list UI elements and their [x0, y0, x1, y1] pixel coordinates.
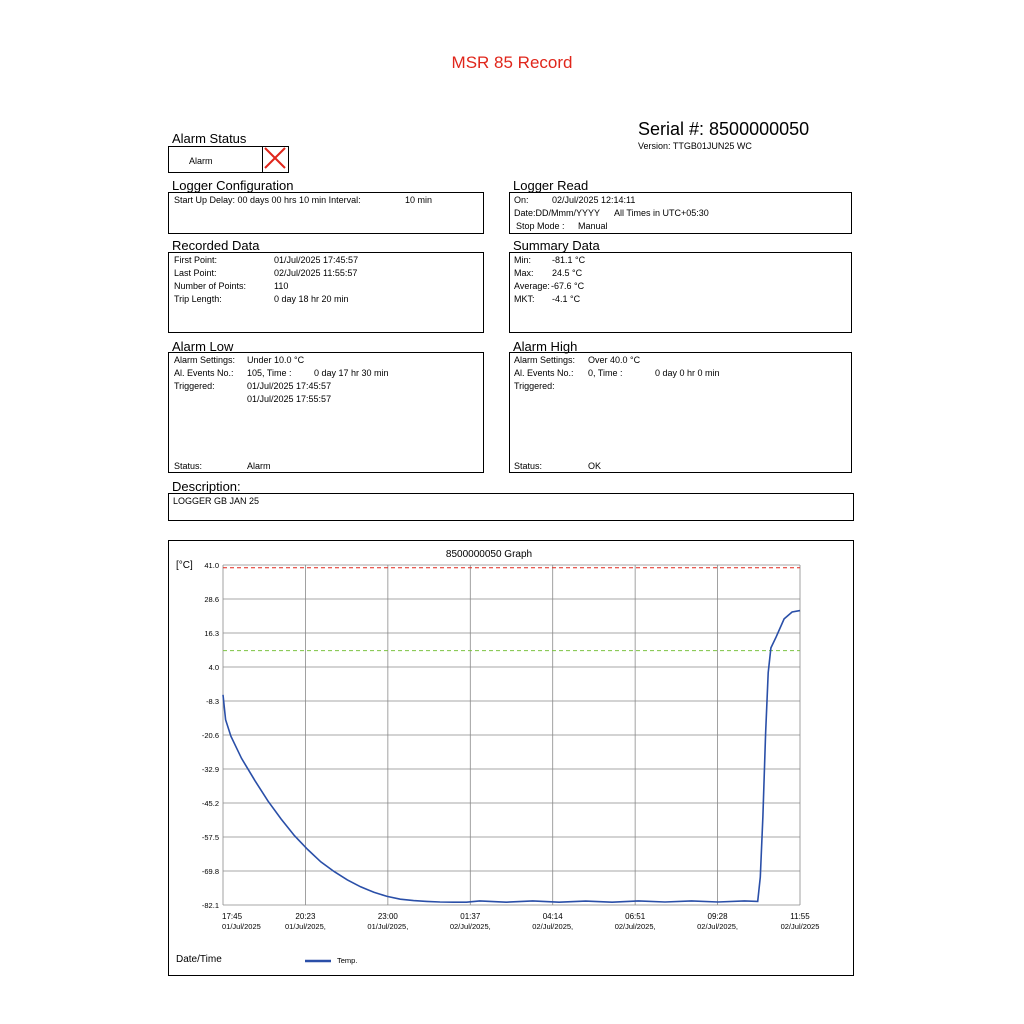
x-tick-time: 17:45	[222, 912, 243, 921]
low-events-label: Al. Events No.:	[174, 368, 234, 378]
y-axis-label: [°C]	[176, 560, 193, 571]
y-tick-label: -8.3	[206, 697, 219, 706]
read-on-value: 02/Jul/2025 12:14:11	[552, 195, 636, 205]
version-label: Version: TTGB01JUN25 WC	[638, 141, 752, 151]
read-date-format: Date:DD/Mmm/YYYY	[514, 208, 601, 218]
x-tick-time: 20:23	[295, 912, 316, 921]
high-events-value: 0, Time :	[588, 368, 623, 378]
summary-value: -4.1 °C	[552, 294, 581, 304]
x-tick-date: 02/Jul/2025,	[532, 922, 574, 931]
red-x-svg	[263, 146, 287, 170]
logger-read-heading: Logger Read	[513, 178, 589, 193]
low-settings-value: Under 10.0 °C	[247, 355, 305, 365]
read-times: All Times in UTC+05:30	[614, 208, 709, 218]
high-status-value: OK	[588, 461, 602, 471]
logger-config-box	[168, 192, 484, 234]
chart-labels	[176, 549, 819, 965]
recorded-label: Last Point:	[174, 268, 217, 278]
y-tick-label: -20.6	[201, 731, 219, 740]
low-triggered-1: 01/Jul/2025 17:45:57	[247, 381, 332, 391]
read-on-label: On:	[514, 195, 529, 205]
recorded-value: 02/Jul/2025 11:55:57	[274, 268, 358, 278]
logger-config-heading: Logger Configuration	[172, 178, 294, 193]
x-tick-date: 02/Jul/2025,	[449, 922, 491, 931]
summary-label: Max:	[514, 268, 534, 278]
high-settings-value: Over 40.0 °C	[588, 355, 641, 365]
summary-data-box	[509, 252, 852, 333]
low-triggered-label: Triggered:	[174, 381, 215, 391]
y-tick-label: -32.9	[201, 765, 219, 774]
x-tick-time: 01:37	[460, 912, 481, 921]
y-tick-label: 4.0	[208, 663, 219, 672]
low-time-value: 0 day 17 hr 30 min	[314, 368, 389, 378]
alarm-low-box	[168, 352, 484, 473]
low-status-value: Alarm	[247, 461, 271, 471]
summary-value: 24.5 °C	[552, 268, 583, 278]
high-time-value: 0 day 0 hr 0 min	[655, 368, 720, 378]
low-status-label: Status:	[174, 461, 203, 471]
recorded-value: 0 day 18 hr 20 min	[274, 294, 349, 304]
series-line-temp	[223, 611, 800, 903]
summary-label: Average:	[514, 281, 550, 291]
x-tick-date: 02/Jul/2025	[780, 922, 820, 931]
read-stop-value: Manual	[578, 221, 608, 231]
config-line: Start Up Delay: 00 days 00 hrs 10 min Interval:	[174, 195, 361, 205]
recorded-data-heading: Recorded Data	[172, 238, 260, 253]
high-triggered-label: Triggered:	[514, 381, 555, 391]
low-events-value: 105, Time :	[247, 368, 292, 378]
chart-thresholds	[223, 568, 800, 651]
summary-label: MKT:	[514, 294, 535, 304]
x-tick-date: 01/Jul/2025,	[284, 922, 326, 931]
y-tick-label: -45.2	[201, 799, 219, 808]
alarm-status-label: Alarm	[189, 156, 213, 166]
low-triggered-2: 01/Jul/2025 17:55:57	[247, 394, 332, 404]
alarm-high-box	[509, 352, 852, 473]
high-events-label: Al. Events No.:	[514, 368, 574, 378]
config-interval: 10 min	[405, 195, 433, 205]
recorded-value: 110	[274, 281, 289, 291]
description-box	[168, 493, 854, 521]
recorded-label: Trip Length:	[174, 294, 222, 304]
page-title: MSR 85 Record	[451, 53, 573, 72]
x-tick-date: 02/Jul/2025,	[614, 922, 656, 931]
chart-series	[223, 611, 800, 903]
x-axis-label: Date/Time	[176, 954, 222, 965]
high-settings-label: Alarm Settings:	[514, 355, 576, 365]
y-tick-label: -82.1	[201, 901, 219, 910]
low-settings-label: Alarm Settings:	[174, 355, 236, 365]
high-status-label: Status:	[514, 461, 543, 471]
chart-grid	[223, 565, 800, 905]
recorded-data-box	[168, 252, 484, 333]
summary-label: Min:	[514, 255, 532, 265]
recorded-label: First Point:	[174, 255, 218, 265]
x-tick-date: 02/Jul/2025,	[697, 922, 739, 931]
description-heading: Description:	[172, 479, 241, 494]
alarm-status-box	[168, 146, 289, 173]
x-tick-time: 23:00	[377, 912, 398, 921]
red-x-icon	[262, 146, 288, 172]
summary-data-heading: Summary Data	[513, 238, 600, 253]
temperature-chart	[169, 541, 852, 974]
x-tick-time: 04:14	[542, 912, 563, 921]
description-value: LOGGER GB JAN 25	[173, 496, 260, 506]
summary-value: -67.6 °C	[551, 281, 585, 291]
read-stop-label: Stop Mode :	[516, 221, 565, 231]
x-tick-time: 11:55	[790, 912, 810, 921]
recorded-value: 01/Jul/2025 17:45:57	[274, 255, 359, 265]
alarm-high-heading: Alarm High	[513, 339, 578, 354]
x-tick-date: 01/Jul/2025	[222, 922, 261, 931]
x-tick-date: 01/Jul/2025,	[367, 922, 409, 931]
y-tick-label: -69.8	[201, 867, 219, 876]
x-tick-time: 09:28	[707, 912, 728, 921]
x-tick-time: 06:51	[625, 912, 646, 921]
y-tick-label: 28.6	[204, 595, 219, 604]
recorded-label: Number of Points:	[174, 281, 247, 291]
graph-box	[168, 540, 854, 976]
y-tick-label: -57.5	[201, 833, 219, 842]
legend-label: Temp.	[337, 956, 358, 965]
summary-value: -81.1 °C	[552, 255, 586, 265]
chart-title: 8500000050 Graph	[445, 549, 533, 560]
serial-number: Serial #: 8500000050	[638, 119, 810, 139]
alarm-status-heading: Alarm Status	[172, 131, 247, 146]
y-tick-label: 41.0	[204, 561, 219, 570]
logger-read-box	[509, 192, 852, 234]
alarm-low-heading: Alarm Low	[172, 339, 234, 354]
y-tick-label: 16.3	[204, 629, 219, 638]
